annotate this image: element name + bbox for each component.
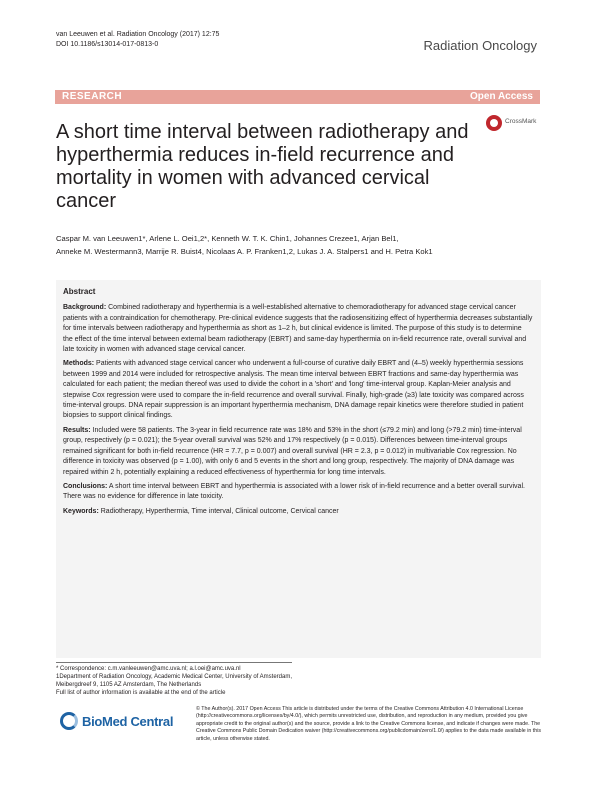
- crossmark-icon: [486, 115, 502, 131]
- conclusions-text: A short time interval between EBRT and hyperthermia is associated with a lower risk of in-field recurrence and a better overall survival. There was no evidence for difference in late toxicity.: [63, 482, 525, 501]
- open-access-label: Open Access: [470, 91, 533, 102]
- correspondence-note[interactable]: * Correspondence: c.m.vanleeuwen@amc.uva.nl; a.l.oei@amc.uva.nl: [56, 666, 241, 672]
- affiliation-note: 1Department of Radiation Oncology, Academic Medical Center, University of Amsterdam, Meibergdreef 9, 1105 AZ Amsterdam, The Netherlands: [56, 674, 292, 688]
- keywords: [63, 507, 533, 517]
- footnotes: [56, 665, 301, 697]
- keywords-label: Keywords:: [63, 507, 99, 515]
- abstract-background: [63, 303, 533, 355]
- abstract-heading: Abstract: [63, 287, 96, 296]
- results-text: Included were 58 patients. The 3-year in field recurrence rate was 18% and 53% in the short (≤79.2 min) and long (>79.2 min) time-interval group, respectively (p = 0.021); the 5-year overall survival was 52% and 17% respectively (p = 0.015). Differences between time-interval groups remained significant for both in-field recurrence (HR = 7.7, p = 0.007) and overall survival (HR = 2.3, p = 0.012) in multivariable Cox regression. No difference in toxicity was observed (p = 1.00), with only 6 and 5 events in the short and long group, respectively. The majority of DNA damage was repaired within 2 h, potentially explaining a reduced effectiveness of hyperthermia for long time intervals.: [63, 426, 522, 476]
- publisher-name: BioMed Central: [82, 714, 174, 729]
- biomed-central-logo: [60, 712, 180, 734]
- footnote-divider: [56, 662, 292, 663]
- conclusions-label: Conclusions:: [63, 482, 108, 490]
- full-list-note: Full list of author information is available at the end of the article: [56, 690, 226, 696]
- doi-line[interactable]: DOI 10.1186/s13014-017-0813-0: [56, 41, 159, 48]
- methods-label: Methods:: [63, 360, 95, 368]
- section-bar: [55, 90, 540, 104]
- author-list: [56, 232, 546, 258]
- background-label: Background:: [63, 304, 107, 312]
- article-type-label: RESEARCH: [62, 91, 123, 102]
- article-title: A short time interval between radiotherapy and hyperthermia reduces in-field recurrence and mortality in women with advanced cervical cancer: [56, 121, 469, 212]
- citation-line: van Leeuwen et al. Radiation Oncology (2017) 12:75: [56, 31, 220, 38]
- crossmark-label: CrossMark: [505, 118, 537, 125]
- authors-line-1: Caspar M. van Leeuwen1*, Arlene L. Oei1,2*, Kenneth W. T. K. Chin1, Johannes Crezee1, Arjan Bel1,: [56, 234, 399, 243]
- background-text: Combined radiotherapy and hyperthermia is a well-established alternative to chemoradiotherapy for advanced stage cervical cancer patients with a contraindication for chemotherapy. Pre-clinical evidence suggests that the radiosensitizing effect of hyperthermia decreases substantially for time intervals between radiotherapy and hyperthermia as short as 1–2 h, but clinical evidence is limited. The purpose of this study is to determine the effect of the time interval between external beam radiotherapy (EBRT) and same-day hyperthermia on in-field recurrence rate, overall survival and late toxicity in women with advanced stage cervical cancer.: [63, 304, 533, 354]
- crossmark-badge[interactable]: [486, 113, 542, 135]
- keywords-text: Radiotherapy, Hyperthermia, Time interval, Clinical outcome, Cervical cancer: [98, 507, 339, 515]
- license-text: © The Author(s). 2017 Open Access This article is distributed under the terms of the Creative Commons Attribution 4.0 International License (http://creativecommons.org/licenses/by/4.0/), which permits unrestricted use, distribution, and reproduction in any medium, provided you give appropriate credit to the original author(s) and the source, provide a link to the Creative Commons license, and indicate if changes were made. The Creative Commons Public Domain Dedication waiver (http://creativecommons.org/publicdomain/zero/1.0/) applies to the data made available in this article, unless otherwise stated.: [196, 706, 542, 742]
- results-label: Results:: [63, 426, 91, 434]
- biomed-central-icon: [60, 712, 78, 730]
- methods-text: Patients with advanced stage cervical cancer who underwent a full-course of curative daily EBRT and (4–5) weekly hyperthermia sessions between 1999 and 2014 were included for retrospective analysis. The mean time interval between EBRT fractions and same-day hyperthermia was calculated for each patient; the median thereof was used to divide the cohort in a 'short' and 'long' time-interval group. Kaplan-Meier analysis and stepwise Cox regression were used to compare the in-field recurrence and overall survival. Finally, high-grade (≥3) late toxicity was compared across time-interval groups. DNA repair suppression is an important hyperthermia mechanism, DNA damage repair kinetics were therefore studied in patient biopsies to support clinical findings.: [63, 360, 524, 420]
- abstract-methods: [63, 359, 533, 421]
- citation: [56, 30, 219, 50]
- authors-line-2: Anneke M. Westermann3, Marrije R. Buist4, Nicolaas A. P. Franken1,2, Lukas J. A. Stalpers1 and H. Petra Kok1: [56, 247, 433, 256]
- journal-name: Radiation Oncology: [423, 38, 537, 53]
- abstract: [63, 287, 533, 521]
- abstract-conclusions: [63, 482, 533, 503]
- abstract-results: [63, 426, 533, 478]
